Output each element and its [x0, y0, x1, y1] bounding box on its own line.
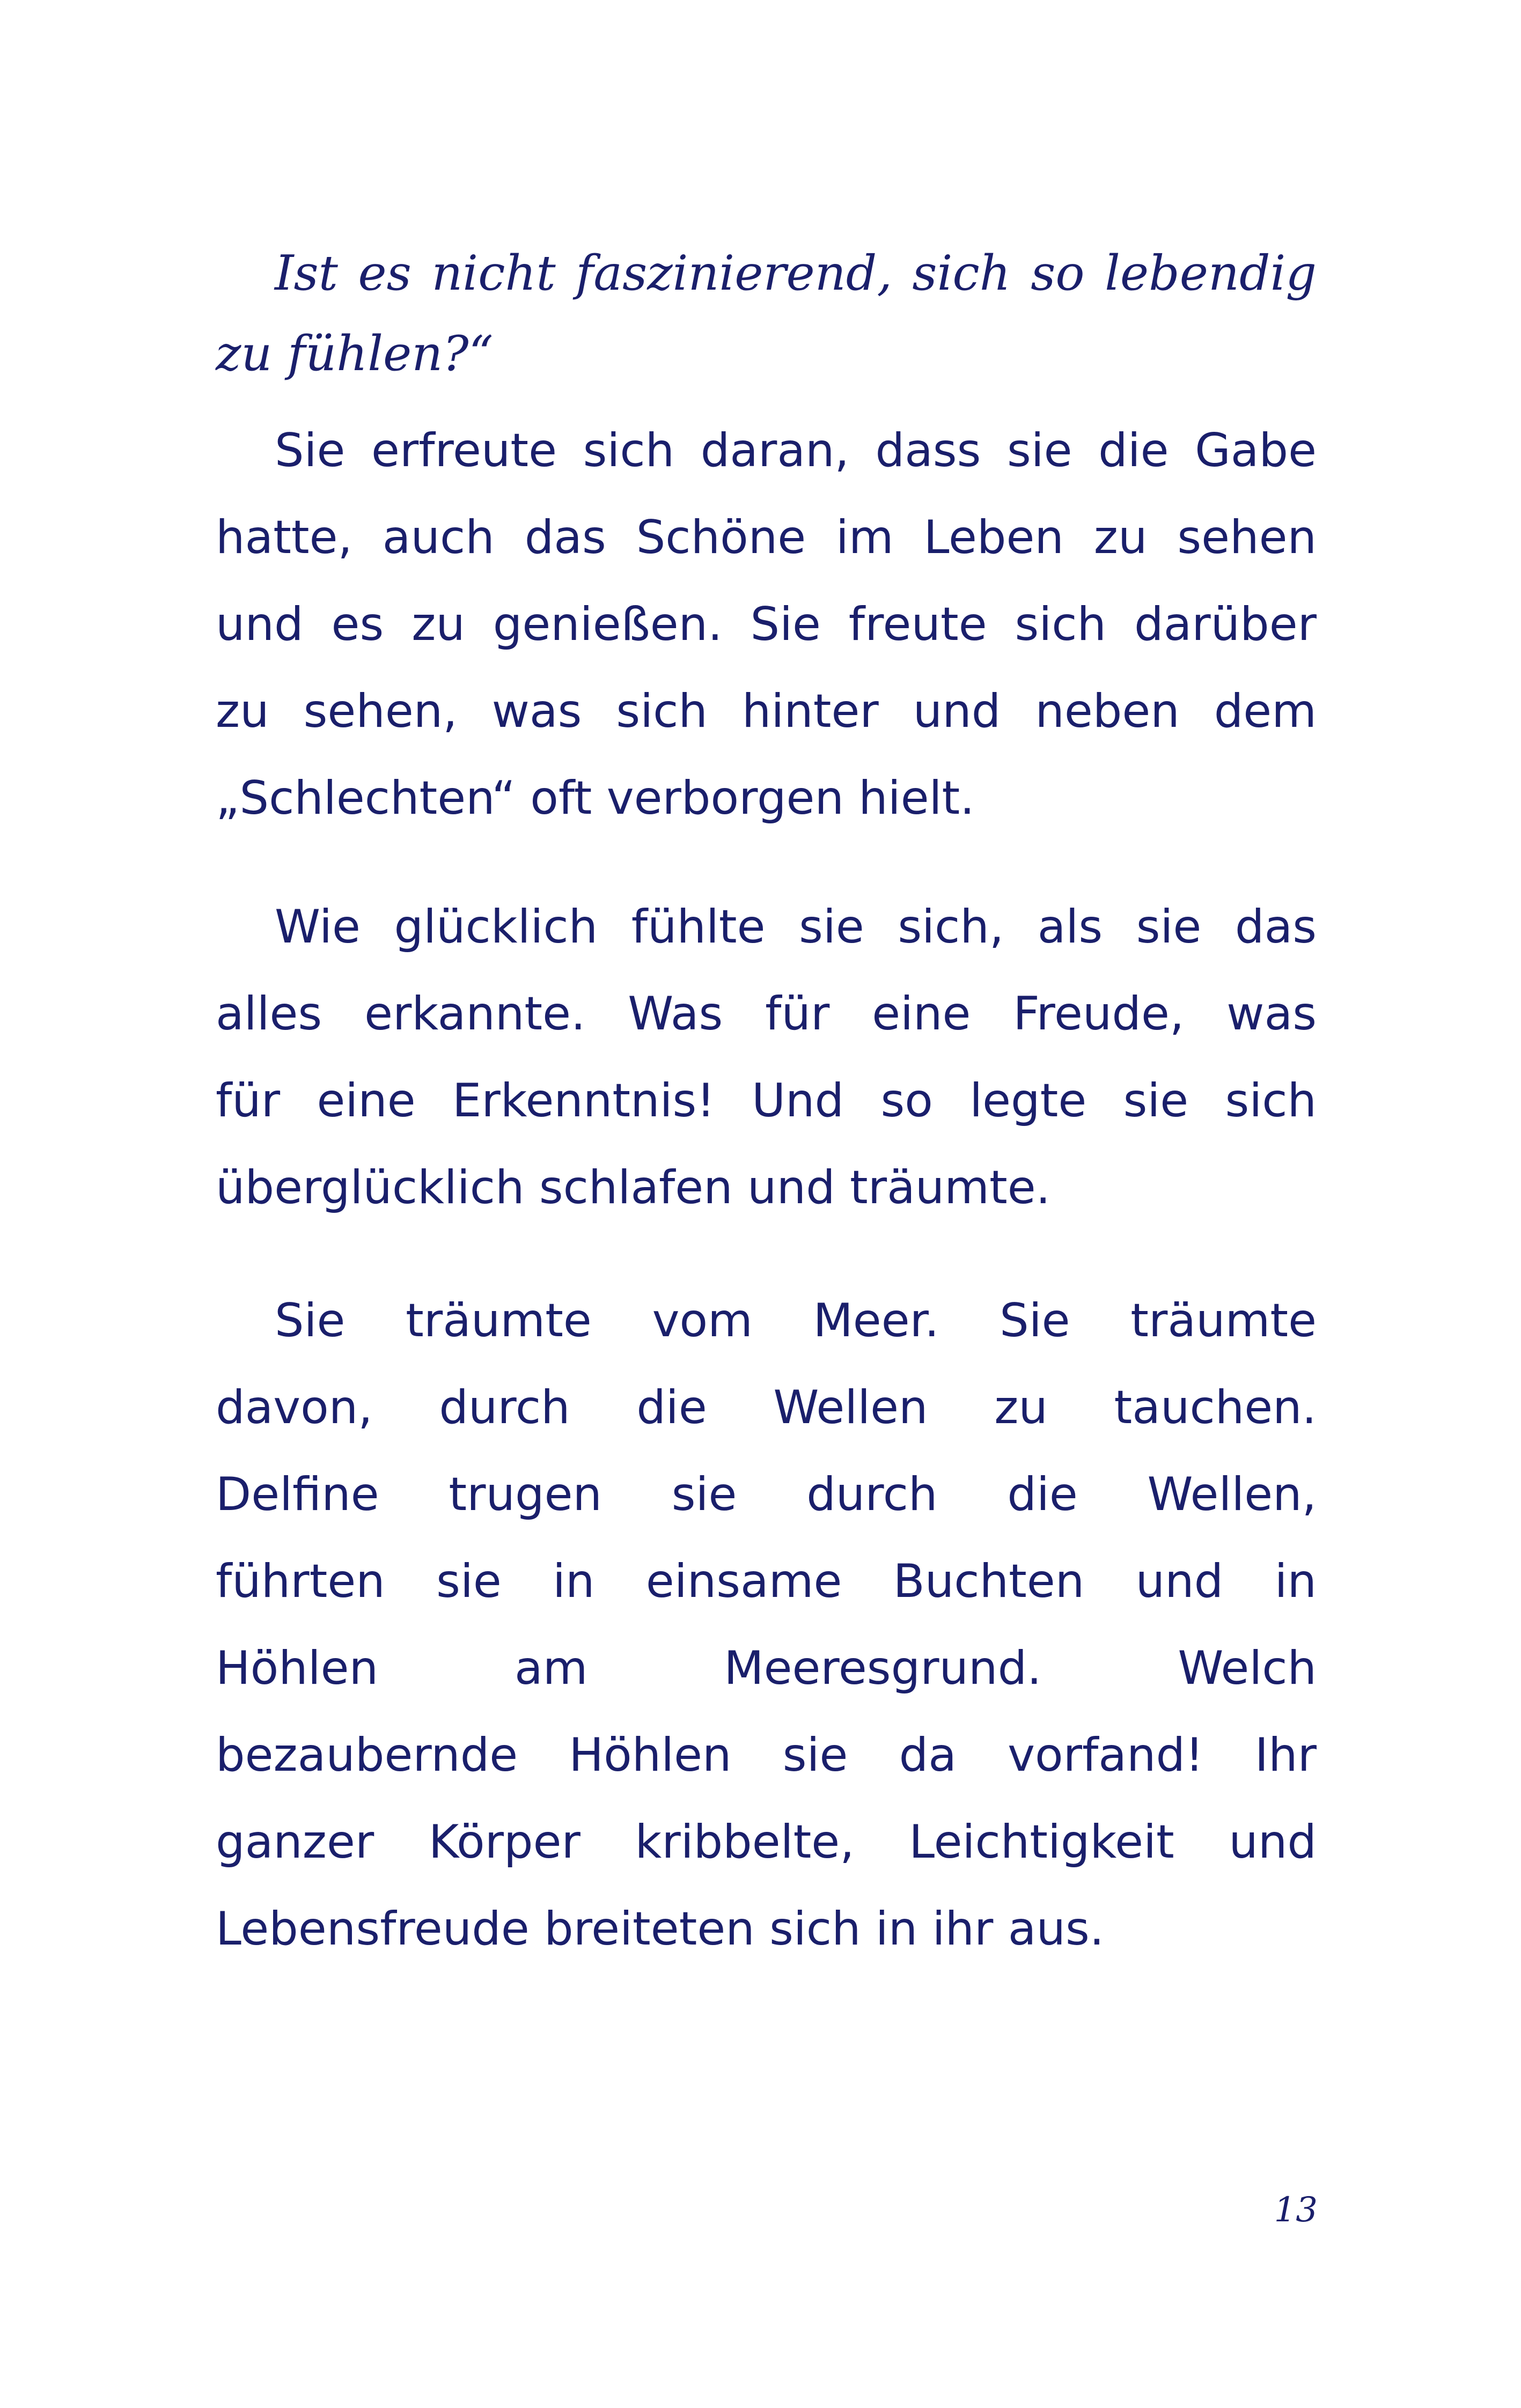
paragraph-2-line-4: zu sehen, was sich hinter und neben dem: [216, 684, 1317, 738]
paragraph-4-line-4: führten sie in einsame Buchten und in: [216, 1555, 1317, 1608]
paragraph-4-line-5: Höhlen am Meeresgrund. Welch: [216, 1641, 1317, 1695]
paragraph-3-line-4: überglücklich schlafen und träumte.: [216, 1161, 1051, 1214]
paragraph-2-line-2: hatte, auch das Schöne im Leben zu sehen: [216, 511, 1317, 564]
paragraph-3-line-2: alles erkannte. Was für eine Freude, was: [216, 987, 1317, 1041]
paragraph-2-line-3: und es zu genießen. Sie freute sich darüber: [216, 598, 1317, 651]
paragraph-3-line-1: Wie glücklich fühlte sie sich, als sie das: [275, 900, 1317, 954]
paragraph-3-line-3: für eine Erkenntnis! Und so legte sie sich: [216, 1074, 1317, 1128]
paragraph-4-line-8: Lebensfreude breiteten sich in ihr aus.: [216, 1902, 1105, 1956]
paragraph-4-line-6: bezaubernde Höhlen sie da vorfand! Ihr: [216, 1728, 1317, 1782]
paragraph-4-line-7: ganzer Körper kribbelte, Leichtigkeit und: [216, 1815, 1317, 1869]
paragraph-4-line-2: davon, durch die Wellen zu tauchen.: [216, 1381, 1317, 1434]
paragraph-4-line-1: Sie träumte vom Meer. Sie träumte: [275, 1294, 1317, 1347]
page-number: 13: [1274, 2190, 1318, 2230]
paragraph-2-line-5: „Schlechten“ oft verborgen hielt.: [216, 771, 975, 825]
paragraph-1-line-1: Ist es nicht faszinierend, sich so lebendig: [275, 245, 1317, 301]
paragraph-4-line-3: Delfine trugen sie durch die Wellen,: [216, 1468, 1317, 1521]
paragraph-2-line-1: Sie erfreute sich daran, dass sie die Gabe: [275, 424, 1317, 477]
paragraph-1-line-2: zu fühlen?“: [216, 326, 494, 382]
